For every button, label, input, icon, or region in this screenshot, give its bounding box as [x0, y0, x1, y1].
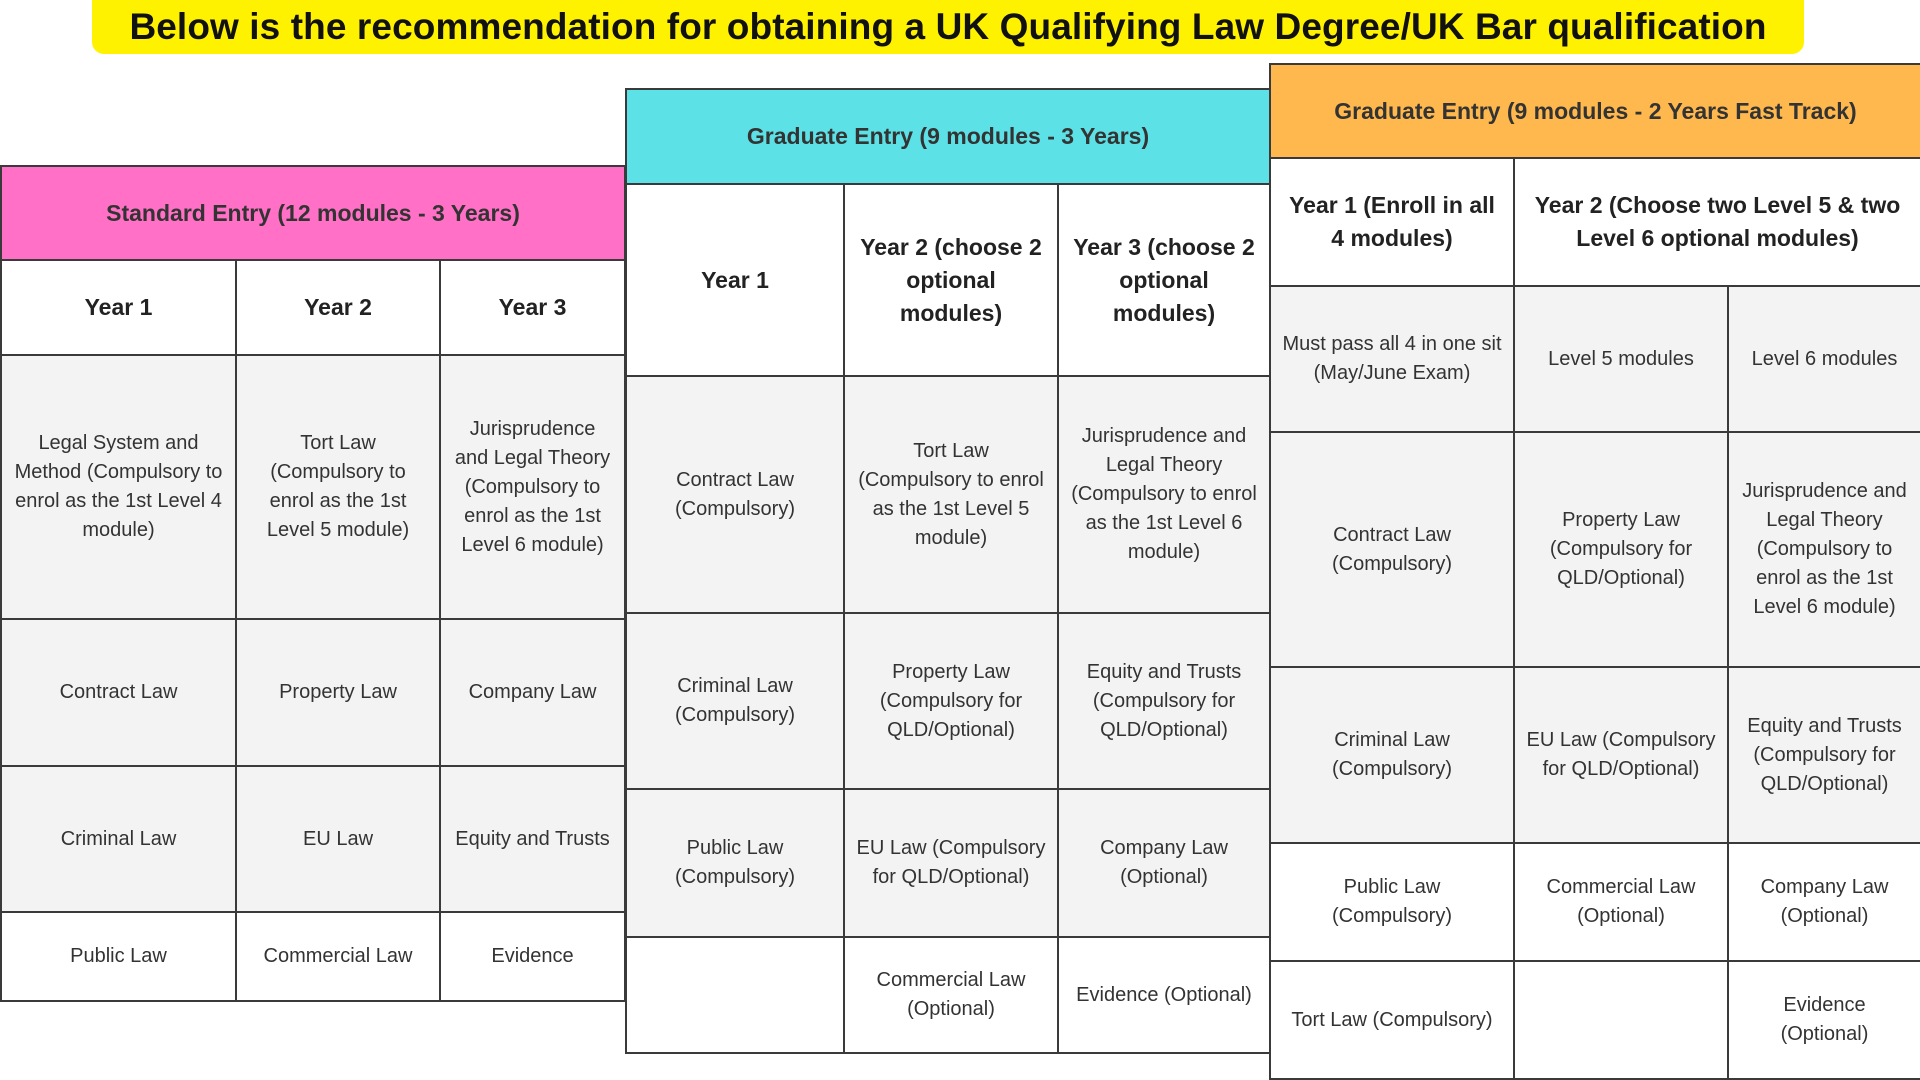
module-cell	[1514, 961, 1728, 1079]
module-cell: Company Law (Optional)	[1728, 843, 1920, 961]
module-cell: Property Law (Compulsory for QLD/Optional)	[1514, 432, 1728, 667]
module-cell: Level 6 modules	[1728, 286, 1920, 432]
module-cell: Tort Law (Compulsory)	[1270, 961, 1514, 1079]
table-row	[1270, 667, 1920, 843]
module-cell: Criminal Law (Compulsory)	[1270, 667, 1514, 843]
module-cell: Equity and Trusts (Compulsory for QLD/Optional)	[1728, 667, 1920, 843]
header-year-3: Year 3 (choose 2 optional modules)	[1058, 184, 1270, 376]
module-cell: Legal System and Method (Compulsory to enrol as the 1st Level 4 module)	[1, 355, 236, 619]
module-cell: Evidence (Optional)	[1728, 961, 1920, 1079]
module-cell: Company Law	[440, 619, 625, 766]
graduate-entry-3-years-title: Graduate Entry (9 modules - 3 Years)	[626, 89, 1270, 184]
module-cell: Tort Law (Compulsory to enrol as the 1st Level 5 module)	[844, 376, 1058, 613]
module-cell: Commercial Law	[236, 912, 440, 1001]
module-cell: Jurisprudence and Legal Theory (Compulsory to enrol as the 1st Level 6 module)	[440, 355, 625, 619]
header-year-2: Year 2	[236, 260, 440, 355]
module-cell: Public Law	[1, 912, 236, 1001]
module-cell: Criminal Law (Compulsory)	[626, 613, 844, 789]
module-cell: Must pass all 4 in one sit (May/June Exam)	[1270, 286, 1514, 432]
graduate-entry-fast-track-title: Graduate Entry (9 modules - 2 Years Fast Track)	[1270, 64, 1920, 158]
module-cell: Evidence	[440, 912, 625, 1001]
page-title: Below is the recommendation for obtaining a UK Qualifying Law Degree/UK Bar qualification	[92, 0, 1804, 54]
module-cell: EU Law	[236, 766, 440, 912]
module-cell: Property Law	[236, 619, 440, 766]
graduate-entry-3-years-table	[625, 88, 1271, 1054]
module-cell: Contract Law	[1, 619, 236, 766]
table-row	[626, 376, 1270, 613]
module-cell: Criminal Law	[1, 766, 236, 912]
module-cell: Jurisprudence and Legal Theory (Compulsory to enrol as the 1st Level 6 module)	[1058, 376, 1270, 613]
module-cell: Commercial Law (Optional)	[1514, 843, 1728, 961]
module-cell: Company Law (Optional)	[1058, 789, 1270, 937]
header-year-1: Year 1	[1, 260, 236, 355]
table-row	[1270, 961, 1920, 1079]
module-cell: Tort Law (Compulsory to enrol as the 1st Level 5 module)	[236, 355, 440, 619]
module-cell: Contract Law (Compulsory)	[626, 376, 844, 613]
header-year-1: Year 1	[626, 184, 844, 376]
module-cell: EU Law (Compulsory for QLD/Optional)	[1514, 667, 1728, 843]
module-cell: Jurisprudence and Legal Theory (Compulsory to enrol as the 1st Level 6 module)	[1728, 432, 1920, 667]
table-row	[626, 613, 1270, 789]
table-row	[1, 766, 625, 912]
module-cell: Level 5 modules	[1514, 286, 1728, 432]
table-row	[626, 937, 1270, 1053]
module-cell: Evidence (Optional)	[1058, 937, 1270, 1053]
table-row	[1270, 286, 1920, 432]
header-year-3: Year 3	[440, 260, 625, 355]
table-row	[1, 912, 625, 1001]
graduate-entry-fast-track-table	[1269, 63, 1920, 1080]
header-year-1: Year 1 (Enroll in all 4 modules)	[1270, 158, 1514, 286]
table-row	[1270, 843, 1920, 961]
module-cell: Equity and Trusts (Compulsory for QLD/Optional)	[1058, 613, 1270, 789]
module-cell: EU Law (Compulsory for QLD/Optional)	[844, 789, 1058, 937]
table-row	[1, 619, 625, 766]
table-row	[1, 355, 625, 619]
module-cell: Public Law (Compulsory)	[626, 789, 844, 937]
table-row	[1270, 432, 1920, 667]
module-cell: Commercial Law (Optional)	[844, 937, 1058, 1053]
module-cell	[626, 937, 844, 1053]
standard-entry-title: Standard Entry (12 modules - 3 Years)	[1, 166, 625, 260]
module-cell: Equity and Trusts	[440, 766, 625, 912]
module-cell: Property Law (Compulsory for QLD/Optional)	[844, 613, 1058, 789]
module-cell: Contract Law (Compulsory)	[1270, 432, 1514, 667]
standard-entry-table	[0, 165, 626, 1002]
header-year-2: Year 2 (choose 2 optional modules)	[844, 184, 1058, 376]
module-cell: Public Law (Compulsory)	[1270, 843, 1514, 961]
header-year-2: Year 2 (Choose two Level 5 & two Level 6 optional modules)	[1514, 158, 1920, 286]
table-row	[626, 789, 1270, 937]
